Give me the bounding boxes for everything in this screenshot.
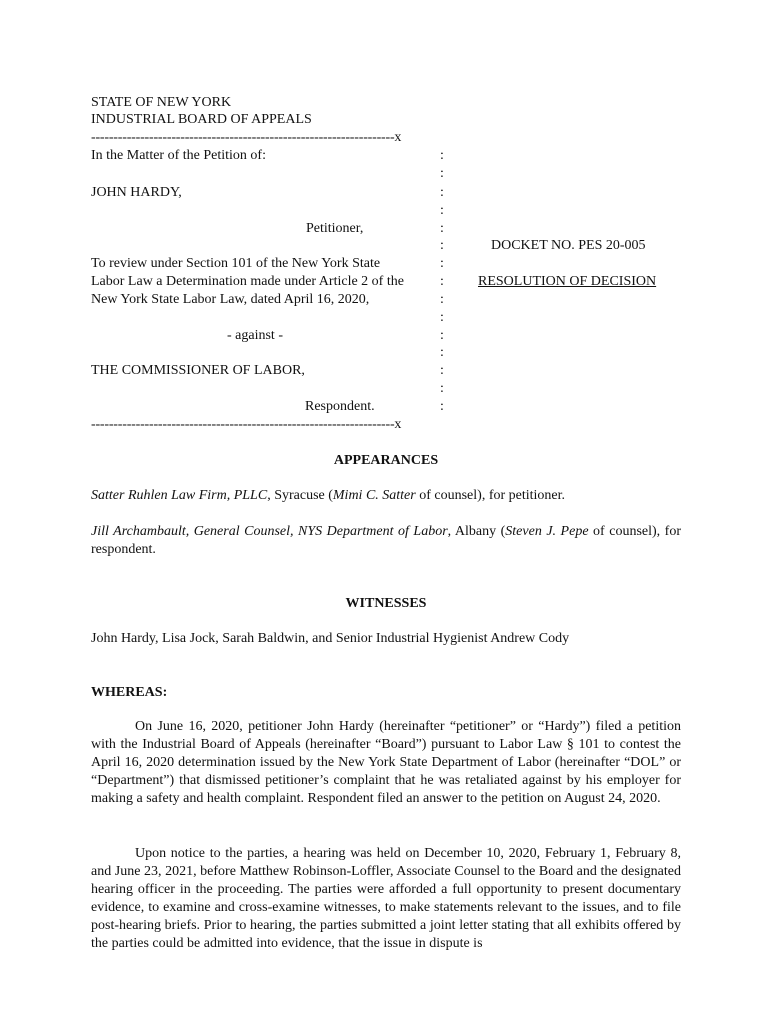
caption-top-rule: --------------------------------------------------------------------x — [91, 130, 402, 145]
review-line-1: To review under Section 101 of the New York State — [91, 256, 381, 271]
whereas-heading: WHEREAS: — [91, 685, 168, 700]
appearance-petitioner — [91, 487, 681, 505]
appearances-heading: APPEARANCES — [333, 453, 439, 468]
caption-colon: : — [440, 221, 444, 236]
caption-colon: : — [440, 274, 444, 289]
caption-colon: : — [440, 166, 444, 181]
whereas-paragraph-1: On June 16, 2020, petitioner John Hardy (hereinafter “petitioner” or “Hardy”) filed a petition with the Industrial Board of Appeals (hereinafter “Board”) pursuant to Labor Law § 101 to contest the April 16, 2020 determination issued by the New York State Department of Labor (hereinafter “DOL” or “Department”) that dismissed petitioner’s complaint that he was retaliated against by his employer for making a safety and health complaint. Respondent filed an answer to the petition on August 24, 2020. — [91, 719, 681, 806]
petitioner-role: Petitioner, — [306, 221, 364, 236]
agency-state: STATE OF NEW YORK — [91, 95, 232, 110]
witnesses-heading: WITNESSES — [345, 596, 427, 611]
whereas-paragraph-2: Upon notice to the parties, a hearing was held on December 10, 2020, February 1, February 8, and June 23, 2021, before Matthew Robinson-Loffler, Associate Counsel to the Board and the designated hearing officer in the proceeding. The parties were afforded a full opportunity to present documentary evidence, to examine and cross-examine witnesses, to make statements relevant to the issues, and to file post-hearing briefs. Prior to hearing, the parties submitted a joint letter stating that all exhibits offered by the parties could be admitted into evidence, that the issue in dispute is — [91, 846, 681, 951]
agency-board: INDUSTRIAL BOARD OF APPEALS — [91, 112, 312, 127]
petitioner-firm: Satter Ruhlen Law Firm, PLLC — [91, 488, 268, 503]
caption-colon: : — [440, 185, 444, 200]
respondent-firm: Jill Archambault, General Counsel, NYS Department of Labor — [91, 524, 448, 539]
respondent-role-text: of counsel), for respondent. — [91, 524, 681, 557]
caption-colon: : — [440, 328, 444, 343]
caption-colon: : — [440, 345, 444, 360]
caption-bottom-rule: --------------------------------------------------------------------x — [91, 417, 402, 432]
appearance-respondent — [91, 523, 681, 559]
caption-colon: : — [440, 310, 444, 325]
petitioner-city: , Syracuse ( — [267, 488, 333, 503]
caption-colon: : — [440, 381, 444, 396]
review-line-3: New York State Labor Law, dated April 16, 2020, — [91, 292, 370, 307]
document-title: RESOLUTION OF DECISION — [478, 274, 657, 289]
respondent-counsel: Steven J. Pepe — [505, 524, 589, 539]
docket-number: DOCKET NO. PES 20-005 — [491, 238, 646, 253]
caption-colon: : — [440, 363, 444, 378]
respondent-name: THE COMMISSIONER OF LABOR, — [91, 363, 305, 378]
petitioner-name: JOHN HARDY, — [91, 185, 182, 200]
caption-colon: : — [440, 256, 444, 271]
matter-line: In the Matter of the Petition of: — [91, 148, 266, 163]
respondent-role: Respondent. — [305, 399, 375, 414]
against-line: - against - — [227, 328, 283, 343]
caption-colon: : — [440, 148, 444, 163]
caption-colon: : — [440, 399, 444, 414]
caption-colon: : — [440, 292, 444, 307]
review-line-2: Labor Law a Determination made under Article 2 of the — [91, 274, 404, 289]
petitioner-role-text: of counsel), for petitioner. — [415, 488, 566, 503]
petitioner-counsel: Mimi C. Satter — [332, 488, 416, 503]
caption-colon: : — [440, 238, 444, 253]
witness-list: John Hardy, Lisa Jock, Sarah Baldwin, and Senior Industrial Hygienist Andrew Cody — [91, 631, 570, 646]
caption-colon: : — [440, 203, 444, 218]
respondent-city: , Albany ( — [447, 524, 506, 539]
